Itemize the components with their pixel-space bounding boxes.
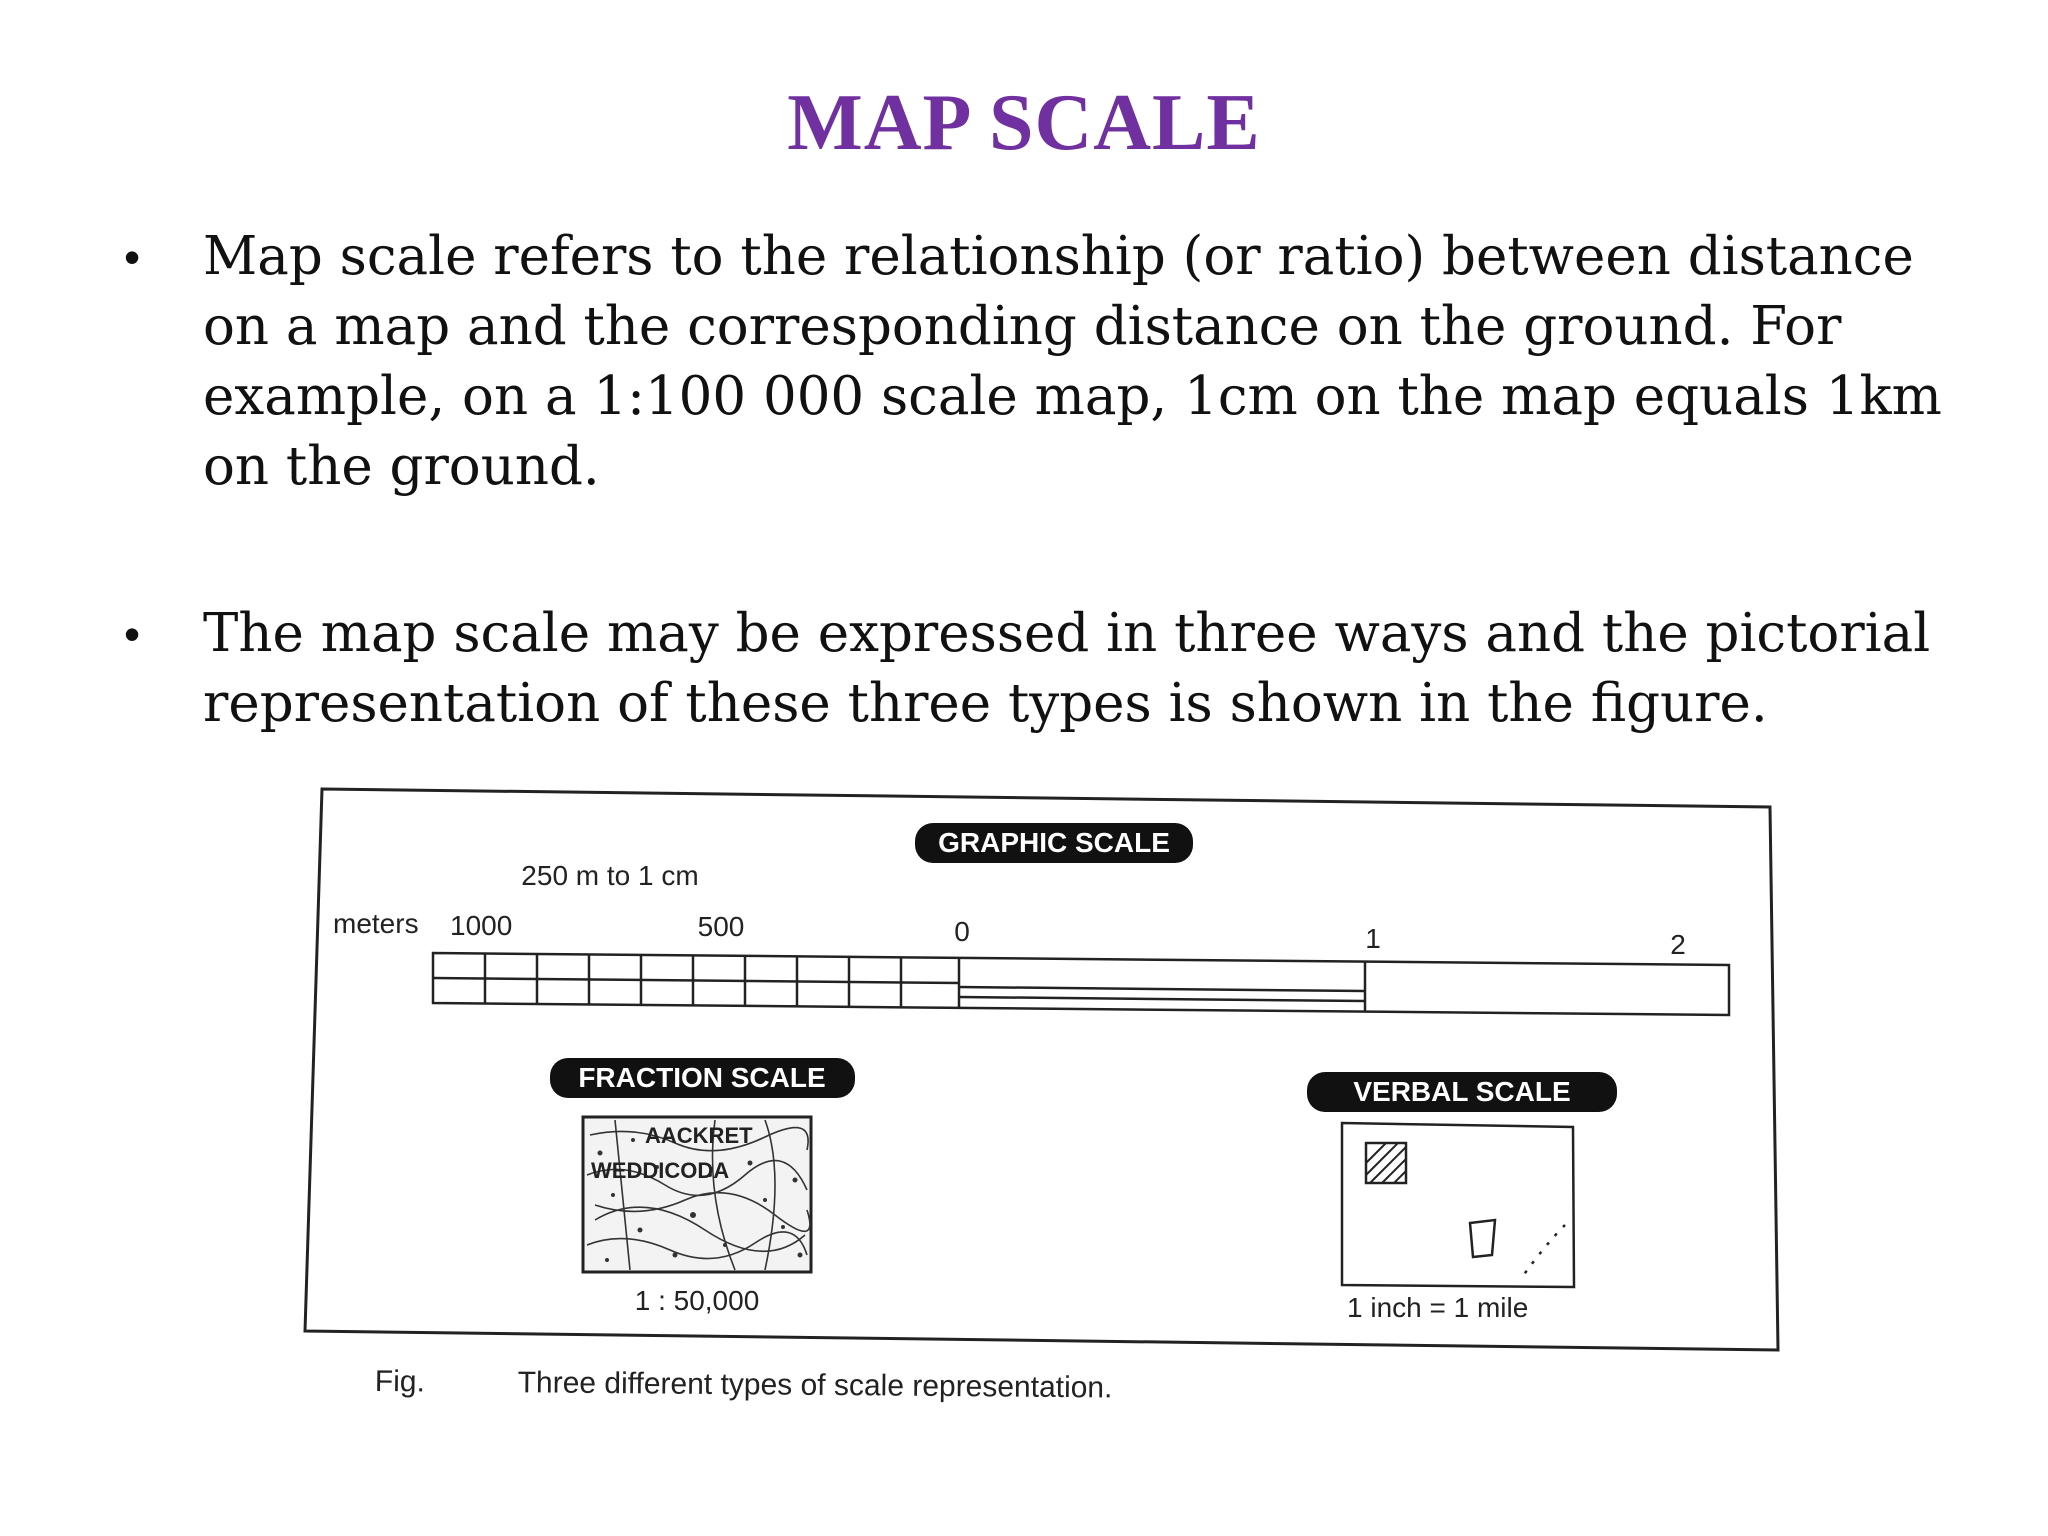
map-place-label: AACKRET xyxy=(645,1123,753,1148)
scale-units-label: meters xyxy=(333,908,419,939)
scale-figure-drawing xyxy=(295,775,1815,1455)
scale-tick-label: 500 xyxy=(697,911,745,942)
bullet-item xyxy=(118,222,1948,502)
verbal-map-box xyxy=(1342,1123,1574,1287)
figure-caption xyxy=(375,1365,1113,1405)
verbal-scale-badge xyxy=(1307,1072,1617,1112)
figure-number: Fig. xyxy=(374,1365,426,1399)
bullet-item xyxy=(118,599,1948,739)
graphic-scale-bar xyxy=(433,953,1729,1015)
graphic-scale-badge xyxy=(915,823,1193,863)
verbal-scale-value: 1 inch = 1 mile xyxy=(1347,1292,1529,1323)
scale-tick-label: 2 xyxy=(1670,929,1686,960)
page-title: MAP SCALE xyxy=(787,79,1261,167)
bullet-text: Map scale refers to the relationship (or ratio) between distance on a map and the corresponding distance on the ground. For example, on a 1:100 000 scale map, 1cm on the map equals 1km on the ground. xyxy=(203,226,1942,497)
graphic-scale-ratio: 250 m to 1 cm xyxy=(521,860,699,891)
fraction-scale-value: 1 : 50,000 xyxy=(634,1285,760,1316)
bullet-text: The map scale may be expressed in three ways and the pictorial representation of these three types is shown in the figure. xyxy=(203,603,1931,734)
map-place-label: WEDDICODA xyxy=(591,1158,730,1183)
fraction-map-thumbnail xyxy=(583,1117,811,1272)
scale-tick-label: 1000 xyxy=(450,910,513,941)
scale-figure xyxy=(295,775,1815,1455)
fraction-scale-badge xyxy=(550,1058,855,1098)
bullet-dot-icon: • xyxy=(124,231,141,283)
scale-tick-label: 1 xyxy=(1365,923,1381,954)
scale-tick-label: 0 xyxy=(954,916,970,947)
fraction-scale-label: FRACTION SCALE xyxy=(578,1062,826,1093)
verbal-scale-label: VERBAL SCALE xyxy=(1353,1076,1571,1107)
bullet-list xyxy=(118,222,1948,739)
graphic-scale-label: GRAPHIC SCALE xyxy=(938,827,1170,858)
figure-caption-text: Three different types of scale representation. xyxy=(517,1366,1113,1405)
bullet-dot-icon: • xyxy=(124,608,141,660)
